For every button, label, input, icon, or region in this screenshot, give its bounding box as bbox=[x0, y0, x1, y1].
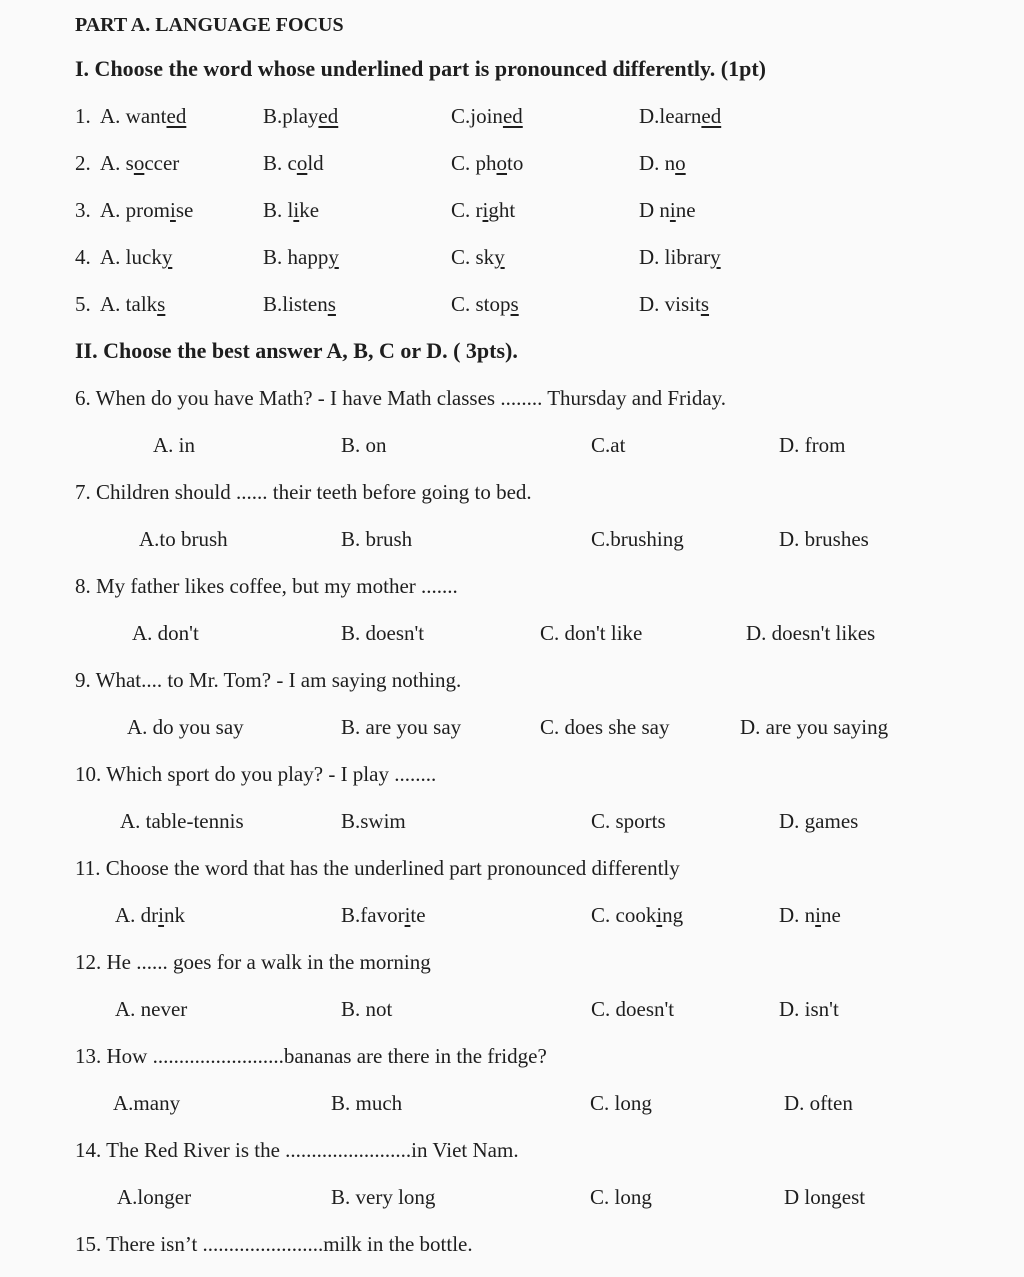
question-number: 4. bbox=[75, 245, 91, 269]
option-text: D n bbox=[639, 198, 670, 222]
option-b bbox=[341, 902, 426, 928]
option-text: A. want bbox=[100, 104, 167, 128]
option-a: A. do you say bbox=[127, 715, 244, 739]
option-d: D. doesn't likes bbox=[746, 621, 876, 645]
option-text: A. s bbox=[100, 151, 134, 175]
option-text: B.favor bbox=[341, 903, 405, 927]
question-14: 14. The Red River is the ........................in Viet Nam. bbox=[75, 1138, 519, 1162]
option-b: B. are you say bbox=[341, 715, 462, 739]
option-text-rest: ne bbox=[821, 903, 841, 927]
underlined-part: s bbox=[700, 292, 710, 316]
underlined-part: i bbox=[482, 198, 489, 222]
option-a: A. in bbox=[153, 433, 195, 457]
underlined-part: ed bbox=[701, 104, 722, 128]
option-a bbox=[100, 197, 193, 223]
question-number: 2. bbox=[75, 151, 91, 175]
underlined-part: s bbox=[157, 292, 166, 316]
option-b: B.swim bbox=[341, 809, 406, 833]
option-text: C. cook bbox=[591, 903, 657, 927]
question-9: 9. What.... to Mr. Tom? - I am saying nothing. bbox=[75, 668, 462, 692]
option-text: A. talk bbox=[100, 292, 158, 316]
underlined-part: o bbox=[133, 151, 145, 175]
option-a bbox=[115, 902, 185, 928]
option-text: B. happ bbox=[263, 245, 329, 269]
option-text: C. stop bbox=[451, 292, 511, 316]
option-a: A. never bbox=[115, 997, 188, 1021]
option-d bbox=[639, 244, 721, 270]
option-c bbox=[451, 244, 505, 270]
option-text-rest: ght bbox=[488, 198, 516, 222]
option-text-rest: te bbox=[410, 903, 426, 927]
option-text-rest: ld bbox=[307, 151, 324, 175]
underlined-part: y bbox=[494, 245, 505, 269]
question-8: 8. My father likes coffee, but my mother ....... bbox=[75, 574, 458, 598]
question-number: 3. bbox=[75, 198, 91, 222]
option-text: B.listen bbox=[263, 292, 328, 316]
option-b: B. brush bbox=[341, 527, 413, 551]
option-d: D longest bbox=[784, 1185, 866, 1209]
option-c: C.brushing bbox=[591, 527, 684, 551]
option-d: D. are you saying bbox=[740, 715, 889, 739]
option-a bbox=[100, 103, 186, 129]
option-text-rest: se bbox=[175, 198, 194, 222]
option-text-rest: ccer bbox=[144, 151, 180, 175]
section-1-heading: I. Choose the word whose underlined part is pronounced differently. (1pt) bbox=[75, 56, 767, 81]
option-b bbox=[263, 150, 324, 176]
option-a bbox=[100, 244, 172, 270]
option-a bbox=[100, 150, 179, 176]
option-text: B. c bbox=[263, 151, 297, 175]
underlined-part: y bbox=[161, 245, 173, 269]
option-text: B. l bbox=[263, 198, 294, 222]
option-a: A.longer bbox=[117, 1185, 192, 1209]
option-d bbox=[639, 150, 686, 176]
option-d: D. brushes bbox=[779, 527, 869, 551]
option-b bbox=[263, 103, 338, 129]
option-b: B. not bbox=[341, 997, 393, 1021]
question-7: 7. Children should ...... their teeth before going to bed. bbox=[75, 480, 532, 504]
option-a: A. table-tennis bbox=[120, 809, 244, 833]
underlined-part: i bbox=[656, 903, 663, 927]
question-11: 11. Choose the word that has the underlined part pronounced differently bbox=[75, 856, 680, 880]
underlined-part: y bbox=[710, 245, 721, 269]
option-c: C.at bbox=[591, 433, 626, 457]
question-10: 10. Which sport do you play? - I play ........ bbox=[75, 762, 437, 786]
option-d bbox=[779, 902, 841, 928]
underlined-part: i bbox=[158, 903, 165, 927]
option-b bbox=[263, 291, 336, 317]
option-text: D.learn bbox=[639, 104, 702, 128]
option-b: B. doesn't bbox=[341, 621, 425, 645]
option-text: B.play bbox=[263, 104, 319, 128]
option-text: C. sk bbox=[451, 245, 495, 269]
option-b bbox=[263, 244, 339, 270]
underlined-part: ed bbox=[502, 104, 523, 128]
option-b: B. much bbox=[331, 1091, 403, 1115]
underlined-part: o bbox=[496, 151, 508, 175]
section-2-heading: II. Choose the best answer A, B, C or D. ( 3pts). bbox=[75, 338, 518, 363]
option-text: C. r bbox=[451, 198, 483, 222]
underlined-part: s bbox=[327, 292, 336, 316]
underlined-part: i bbox=[293, 198, 300, 222]
option-text: A. dr bbox=[115, 903, 159, 927]
option-text: A. luck bbox=[100, 245, 162, 269]
question-15: 15. There isn’t .......................milk in the bottle. bbox=[75, 1232, 473, 1256]
underlined-part: s bbox=[510, 292, 519, 316]
underlined-part: ed bbox=[166, 104, 187, 128]
question-number: 5. bbox=[75, 292, 91, 316]
option-a bbox=[100, 291, 165, 317]
option-d bbox=[639, 291, 709, 317]
option-d bbox=[639, 197, 696, 223]
question-6: 6. When do you have Math? - I have Math classes ........ Thursday and Friday. bbox=[75, 386, 727, 410]
question-13: 13. How .........................bananas are there in the fridge? bbox=[75, 1044, 547, 1068]
option-c: C. don't like bbox=[540, 621, 643, 645]
option-c: C. doesn't bbox=[591, 997, 675, 1021]
option-d bbox=[639, 103, 721, 129]
option-d: D. from bbox=[779, 433, 846, 457]
option-c bbox=[591, 902, 683, 928]
underlined-part: ed bbox=[318, 104, 339, 128]
option-b bbox=[263, 197, 319, 223]
part-title: PART A. LANGUAGE FOCUS bbox=[75, 14, 344, 36]
option-a: A. don't bbox=[132, 621, 199, 645]
option-text: C. ph bbox=[451, 151, 497, 175]
underlined-part: i bbox=[170, 198, 176, 222]
option-b: B. very long bbox=[331, 1185, 436, 1209]
option-c: C. long bbox=[590, 1091, 652, 1115]
option-a: A.many bbox=[113, 1091, 181, 1115]
question-12: 12. He ...... goes for a walk in the morning bbox=[75, 950, 431, 974]
question-number: 1. bbox=[75, 104, 91, 128]
option-text-rest: ng bbox=[662, 903, 684, 927]
option-text: D. visit bbox=[639, 292, 701, 316]
option-text: D. n bbox=[639, 151, 676, 175]
underlined-part: i bbox=[669, 198, 676, 222]
option-a: A.to brush bbox=[139, 527, 228, 551]
option-text: A. prom bbox=[100, 198, 170, 222]
option-text-rest: nk bbox=[164, 903, 186, 927]
option-text: D. n bbox=[779, 903, 816, 927]
underlined-part: i bbox=[815, 903, 822, 927]
underlined-part: o bbox=[296, 151, 308, 175]
option-text: D. librar bbox=[639, 245, 711, 269]
option-text: C.join bbox=[451, 104, 503, 128]
underlined-part: o bbox=[675, 151, 686, 175]
option-c: C. long bbox=[590, 1185, 652, 1209]
option-c: C. sports bbox=[591, 809, 666, 833]
option-text-rest: to bbox=[507, 151, 524, 175]
option-text-rest: ne bbox=[675, 198, 696, 222]
option-text-rest: ke bbox=[299, 198, 320, 222]
option-c bbox=[451, 197, 515, 223]
option-c bbox=[451, 291, 519, 317]
option-d: D. isn't bbox=[779, 997, 839, 1021]
option-c bbox=[451, 103, 523, 129]
option-b: B. on bbox=[341, 433, 387, 457]
option-d: D. games bbox=[779, 809, 859, 833]
option-d: D. often bbox=[784, 1091, 853, 1115]
underlined-part: i bbox=[404, 903, 411, 927]
underlined-part: y bbox=[328, 245, 339, 269]
option-c bbox=[451, 150, 523, 176]
option-c: C. does she say bbox=[540, 715, 670, 739]
